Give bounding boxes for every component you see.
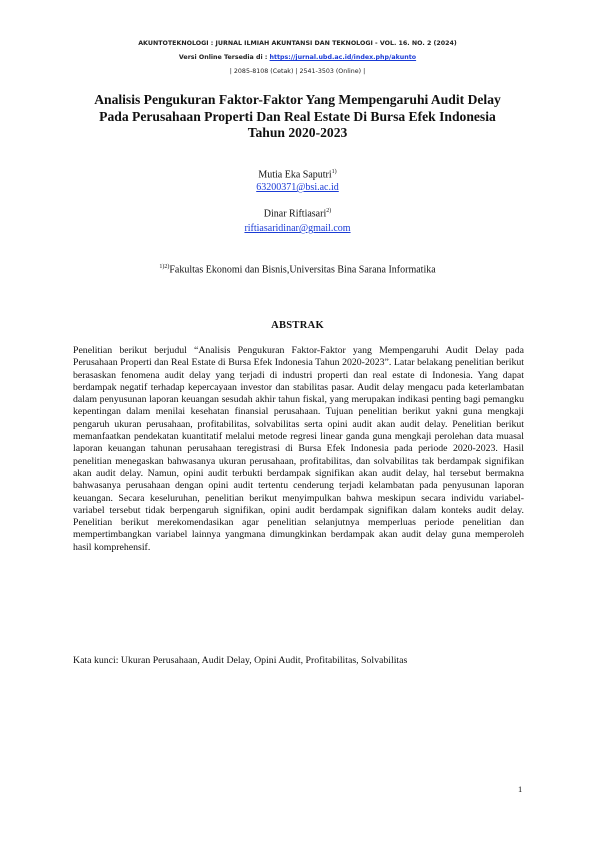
author-sup: 2) (326, 208, 332, 214)
online-label: Versi Online Tersedia di : (178, 54, 270, 61)
author-sup: 1) (331, 169, 337, 175)
title-line: Analisis Pengukuran Faktor-Faktor Yang Mempengaruhi Audit Delay (94, 92, 501, 107)
paper-title (60, 92, 535, 142)
author-1 (0, 169, 595, 180)
author-2-email-row (0, 223, 595, 234)
author-1-email-link[interactable]: 63200371@bsi.ac.id (256, 182, 339, 193)
journal-url-link[interactable]: https://jurnal.ubd.ac.id/index.php/akunto (269, 54, 417, 61)
abstract-heading: ABSTRAK (271, 320, 324, 331)
author-name: Mutia Eka Saputri (258, 169, 332, 181)
affiliation-sup: 1)2) (159, 264, 170, 270)
title-line: Tahun 2020-2023 (247, 125, 348, 140)
affiliation (0, 264, 595, 275)
issn-line: | 2085-8108 (Cetak) | 2541-3503 (Online) | (229, 68, 366, 75)
page-number: 1 (518, 784, 523, 794)
journal-header: AKUNTOTEKNOLOGI : JURNAL ILMIAH AKUNTANSI DAN TEKNOLOGI - VOL. 16. NO. 2 (2024) (138, 40, 457, 47)
author-2 (0, 208, 595, 219)
author-1-email-row (0, 182, 595, 193)
abstract-body: Penelitian berikut berjudul “Analisis Pengukuran Faktor-Faktor yang Mempengaruhi Audit Delay pada Perusahaan Properti dan Real Estate di Bursa Efek Indonesia Tahun 2020-2023”. Latar belakang penelitian berikut berasaskan fenomena audit delay yang terjadi di industri properti dan real estate di Indonesia. Yang dapat berdampak negatif terhadap kepercayaan investor dan stabilitas pasar. Audit delay mengacu pada keterlambatan dalam penyusunan laporan keuangan sesudah akhir tahun fiskal, yang merupakan indikasi penting bagi pemangku kepentingan dalam menilai kesehatan finansial perusahaan. Tujuan penelitian berikut yakni guna mengkaji pengaruh ukuran perusahaan, profitabilitas, solvabilitas serta opini audit akan audit delay. Penelitian berikut memanfaatkan pendekatan kuantitatif melalui metode regresi linear ganda guna mengkaji perolehan data muasal laporan keuangan tahunan perusahaan teregistrasi di Bursa Efek Indonesia pada periode 2020-2023. Hasil penelitian menegaskan bahwasanya ukuran perusahaan, profitabilitas, dan solvabilitas tak berdampak signifikan akan audit delay. Namun, opini audit terbukti berdampak signifikan akan audit delay, hal tersebut bermakna bahwasanya perusahaan dengan opini audit tertentu cenderung terjadi kelambatan pada penyusunan laporan keuangan. Secara keseluruhan, penelitian berikut menyimpulkan bahwa meskipun secara individu variabel-variabel tersebut tidak berpengaruh signifikan, opini audit berdampak signifikan dalam konteks audit delay. Penelitian berikut merekomendasikan agar penelitian selanjutnya memperluas periode penelitian dan mempertimbangkan variabel lainnya yangmana dimungkinkan berdampak akan audit delay guna memperoleh hasil komprehensif. (73, 345, 524, 553)
keywords: Kata kunci: Ukuran Perusahaan, Audit Delay, Opini Audit, Profitabilitas, Solvabilitas (73, 655, 408, 666)
affiliation-text: Fakultas Ekonomi dan Bisnis,Universitas Bina Sarana Informatika (169, 264, 436, 276)
title-line: Pada Perusahaan Properti Dan Real Estate Di Bursa Efek Indonesia (99, 108, 496, 124)
author-name: Dinar Riftiasari (263, 208, 327, 220)
author-2-email-link[interactable]: riftiasaridinar@gmail.com (244, 223, 351, 234)
online-availability (0, 54, 595, 61)
